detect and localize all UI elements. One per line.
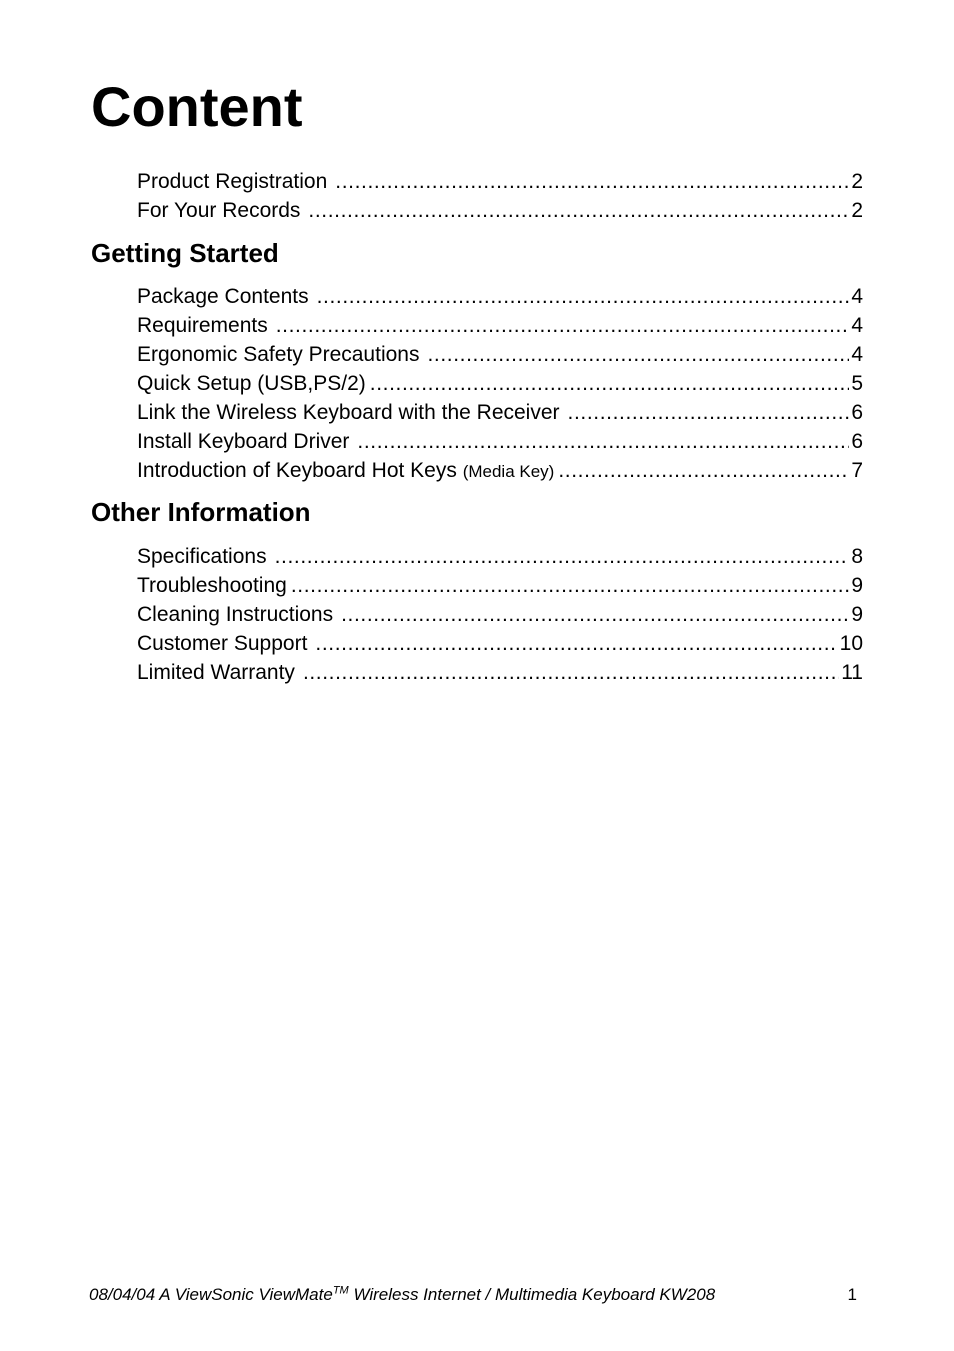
toc-entry[interactable] — [137, 571, 863, 600]
toc-dot-leader — [308, 196, 849, 225]
toc-page-number: 11 — [841, 661, 863, 684]
toc-entry[interactable] — [137, 600, 863, 629]
toc-dot-leader — [558, 456, 849, 485]
toc-dot-leader — [291, 571, 849, 600]
toc-getting-started-list — [137, 282, 863, 485]
toc-page-number: 4 — [851, 314, 863, 337]
toc-page-number: 9 — [851, 574, 863, 597]
toc-entry-label: Cleaning Instructions — [137, 603, 334, 626]
toc-dot-leader — [427, 340, 849, 369]
footer-trademark: TM — [332, 1284, 349, 1297]
toc-page-number: 2 — [851, 170, 863, 193]
toc-entry-label: Ergonomic Safety Precautions — [137, 343, 420, 366]
toc-dot-leader — [275, 542, 850, 571]
toc-entry[interactable] — [137, 340, 863, 369]
toc-entry[interactable] — [137, 282, 863, 311]
toc-dot-leader — [370, 369, 850, 398]
footer-text: 08/04/04 A ViewSonic ViewMate™ Wireless Internet / Multimedia Keyboard KW208 — [89, 1284, 716, 1304]
toc-entry[interactable] — [137, 311, 863, 340]
toc-entry-label: Customer Support — [137, 632, 308, 655]
toc-dot-leader — [335, 167, 849, 196]
section-heading-other-information: Other Information — [91, 497, 311, 527]
toc-entry[interactable] — [137, 427, 863, 456]
toc-entry-label: Troubleshooting — [137, 574, 287, 597]
toc-dot-leader — [341, 600, 849, 629]
toc-dot-leader — [568, 398, 850, 427]
toc-dot-leader — [303, 658, 839, 687]
toc-page-number: 9 — [851, 603, 863, 626]
toc-dot-leader — [276, 311, 850, 340]
toc-entry[interactable] — [137, 658, 863, 687]
toc-page-number: 5 — [851, 372, 863, 395]
toc-entry-label: Install Keyboard Driver — [137, 430, 350, 453]
toc-entry-label: For Your Records — [137, 199, 301, 222]
toc-entry-suffix: (Media Key) — [462, 462, 555, 481]
toc-entry[interactable] — [137, 369, 863, 398]
toc-page-number: 2 — [851, 199, 863, 222]
toc-entry-label: Limited Warranty — [137, 661, 295, 684]
footer-page-number: 1 — [847, 1285, 857, 1304]
toc-entry[interactable] — [137, 456, 863, 485]
toc-page-number: 4 — [851, 343, 863, 366]
toc-entry[interactable] — [137, 629, 863, 658]
toc-other-information-list — [137, 542, 863, 687]
toc-page-number: 6 — [851, 401, 863, 424]
toc-entry-label: Requirements — [137, 314, 268, 337]
toc-entry-label: Package Contents — [137, 285, 309, 308]
toc-page-number: 7 — [851, 459, 863, 482]
toc-entry-label: Introduction of Keyboard Hot Keys (Media Key) — [137, 459, 555, 482]
toc-dot-leader — [317, 282, 850, 311]
toc-page-number: 10 — [839, 632, 863, 655]
toc-dot-leader — [315, 629, 837, 658]
section-heading-getting-started: Getting Started — [91, 238, 279, 268]
toc-entry-label: Product Registration — [137, 170, 328, 193]
toc-entry[interactable] — [137, 542, 863, 571]
toc-entry[interactable] — [137, 167, 863, 196]
toc-entry[interactable] — [137, 196, 863, 225]
toc-page-number: 6 — [851, 430, 863, 453]
toc-entry-label: Specifications — [137, 545, 267, 568]
toc-dot-leader — [357, 427, 849, 456]
toc-entry[interactable] — [137, 398, 863, 427]
toc-page-number: 8 — [851, 545, 863, 568]
page-footer — [89, 1284, 863, 1306]
toc-entry-label: Link the Wireless Keyboard with the Receiver — [137, 401, 560, 424]
toc-entry-label: Quick Setup (USB,PS/2) — [137, 372, 366, 395]
toc-page-number: 4 — [851, 285, 863, 308]
page-title: Content — [91, 75, 303, 138]
toc-intro-list — [137, 167, 863, 225]
